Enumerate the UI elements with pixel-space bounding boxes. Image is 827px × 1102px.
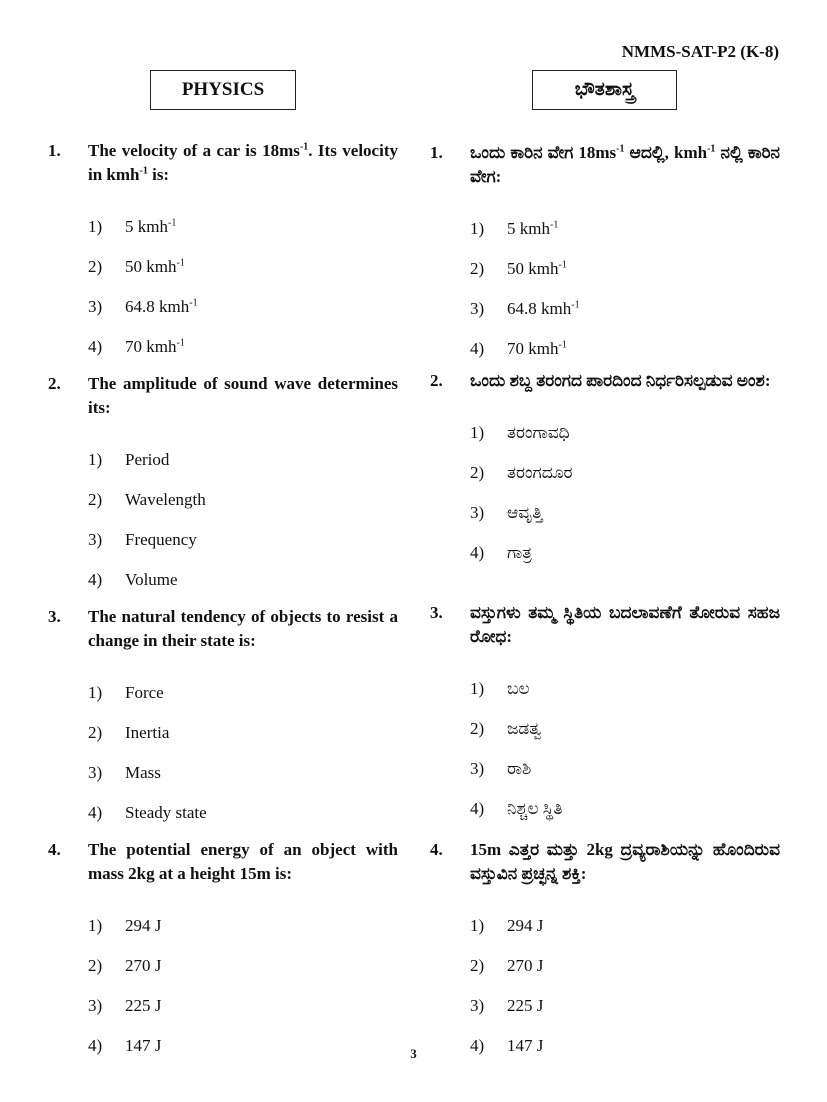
option-number: 2) bbox=[88, 257, 103, 276]
options-list bbox=[88, 906, 398, 1066]
superscript: -1 bbox=[571, 299, 580, 311]
option-text bbox=[125, 673, 164, 713]
option-item bbox=[470, 493, 780, 533]
superscript: -1 bbox=[189, 297, 198, 309]
question-stem bbox=[48, 605, 398, 653]
option-number: 1) bbox=[470, 679, 485, 698]
option-text bbox=[125, 520, 197, 560]
option-item bbox=[88, 287, 398, 327]
superscript: -1 bbox=[176, 337, 185, 349]
option-label: Frequency bbox=[125, 530, 197, 549]
option-label: ಗಾತ್ರ bbox=[507, 543, 532, 562]
superscript: -1 bbox=[558, 339, 567, 351]
question-text bbox=[88, 139, 398, 187]
options-list bbox=[470, 209, 780, 369]
option-text bbox=[507, 453, 573, 493]
option-text bbox=[125, 793, 207, 833]
option-text bbox=[507, 249, 567, 289]
option-number: 2) bbox=[88, 490, 103, 509]
option-number: 4) bbox=[470, 543, 485, 562]
option-number: 4) bbox=[88, 570, 103, 589]
option-number: 1) bbox=[88, 916, 103, 935]
option-label: ರಾಶಿ bbox=[507, 759, 532, 778]
text-run: The amplitude of sound wave determines its: bbox=[88, 374, 398, 417]
option-text bbox=[125, 986, 161, 1026]
option-label: Wavelength bbox=[125, 490, 206, 509]
option-item bbox=[88, 207, 398, 247]
question-stem bbox=[48, 838, 398, 886]
option-item bbox=[88, 440, 398, 480]
question-text bbox=[470, 838, 780, 886]
option-label: Mass bbox=[125, 763, 161, 782]
options-list bbox=[88, 440, 398, 600]
question-text bbox=[88, 372, 398, 420]
option-text bbox=[125, 207, 176, 247]
superscript: -1 bbox=[139, 165, 148, 177]
option-label: 147 J bbox=[125, 1036, 162, 1055]
option-number: 2) bbox=[88, 723, 103, 742]
option-label: 294 J bbox=[507, 916, 544, 935]
superscript: -1 bbox=[707, 143, 716, 155]
option-item bbox=[470, 289, 780, 329]
text-run: ಆದಲ್ಲಿ, kmh bbox=[624, 143, 708, 162]
question-block bbox=[430, 838, 780, 1066]
question-stem bbox=[430, 141, 780, 189]
question-block bbox=[48, 605, 398, 833]
option-item bbox=[88, 480, 398, 520]
option-number: 3) bbox=[470, 503, 485, 522]
question-number: 1. bbox=[430, 143, 443, 162]
option-text bbox=[507, 413, 570, 453]
option-item bbox=[470, 986, 780, 1026]
superscript: -1 bbox=[167, 217, 177, 229]
question-stem bbox=[48, 372, 398, 420]
option-label: 5 kmh bbox=[125, 217, 168, 236]
option-text bbox=[507, 493, 543, 533]
option-item bbox=[88, 906, 398, 946]
option-label: 147 J bbox=[507, 1036, 544, 1055]
option-label: 5 kmh bbox=[507, 219, 550, 238]
question-stem bbox=[430, 838, 780, 886]
option-label: Volume bbox=[125, 570, 178, 589]
option-label: 64.8 kmh bbox=[507, 299, 572, 318]
question-block bbox=[48, 372, 398, 600]
option-item bbox=[88, 560, 398, 600]
question-block bbox=[48, 838, 398, 1066]
option-label: ಜಡತ್ವ bbox=[507, 719, 542, 738]
option-item bbox=[470, 906, 780, 946]
question-number: 4. bbox=[430, 840, 443, 859]
option-text bbox=[125, 327, 185, 367]
question-text bbox=[88, 605, 398, 653]
option-label: 294 J bbox=[125, 916, 162, 935]
option-text bbox=[507, 533, 532, 573]
section-title-kannada: ಭೌತಶಾಸ್ತ್ರ bbox=[532, 70, 677, 110]
option-item bbox=[88, 793, 398, 833]
option-number: 2) bbox=[470, 719, 485, 738]
option-item bbox=[470, 669, 780, 709]
option-label: Steady state bbox=[125, 803, 207, 822]
section-title-english: PHYSICS bbox=[150, 70, 296, 110]
option-item bbox=[88, 520, 398, 560]
text-run: ಒಂದು ಕಾರಿನ ವೇಗ 18ms bbox=[470, 143, 617, 162]
superscript: -1 bbox=[299, 141, 309, 153]
option-item bbox=[88, 247, 398, 287]
option-number: 3) bbox=[470, 759, 485, 778]
question-block bbox=[430, 601, 780, 829]
question-number: 3. bbox=[430, 603, 443, 622]
option-text bbox=[507, 749, 531, 789]
option-number: 4) bbox=[470, 799, 485, 818]
option-label: 70 kmh bbox=[125, 337, 177, 356]
question-block bbox=[430, 369, 780, 573]
option-item bbox=[470, 329, 780, 369]
option-number: 1) bbox=[88, 450, 103, 469]
option-label: Force bbox=[125, 683, 164, 702]
text-run: is: bbox=[147, 165, 170, 184]
option-number: 3) bbox=[88, 297, 103, 316]
question-text bbox=[88, 838, 398, 886]
option-item bbox=[88, 946, 398, 986]
options-list bbox=[470, 413, 780, 573]
option-label: 225 J bbox=[125, 996, 162, 1015]
option-item bbox=[88, 327, 398, 367]
question-number: 2. bbox=[48, 374, 61, 393]
option-text bbox=[507, 946, 543, 986]
option-text bbox=[507, 986, 543, 1026]
option-text bbox=[125, 560, 178, 600]
option-label: 64.8 kmh bbox=[125, 297, 190, 316]
option-text bbox=[507, 669, 530, 709]
option-number: 1) bbox=[88, 217, 103, 236]
option-label: Inertia bbox=[125, 723, 170, 742]
option-label: ತರಂಗದೂರ bbox=[507, 463, 573, 482]
question-number: 1. bbox=[48, 141, 61, 160]
question-block bbox=[48, 139, 398, 367]
option-item bbox=[470, 413, 780, 453]
text-run: ವಸ್ತುಗಳು ತಮ್ಮ ಸ್ಥಿತಿಯ ಬದಲಾವಣೆಗೆ ತೋರುವ ಸಹಜ ರೋಧ: bbox=[470, 603, 780, 646]
question-stem bbox=[430, 601, 780, 649]
option-item bbox=[470, 533, 780, 573]
option-number: 2) bbox=[470, 463, 485, 482]
option-number: 3) bbox=[88, 530, 103, 549]
option-number: 2) bbox=[470, 956, 485, 975]
option-item bbox=[470, 709, 780, 749]
text-run: . Its velocity in kmh bbox=[88, 141, 398, 184]
options-list bbox=[88, 673, 398, 833]
option-item bbox=[470, 749, 780, 789]
option-label: Period bbox=[125, 450, 170, 469]
superscript: -1 bbox=[558, 259, 567, 271]
option-item bbox=[88, 673, 398, 713]
question-text bbox=[470, 141, 780, 189]
option-text bbox=[507, 329, 567, 369]
option-text bbox=[507, 209, 558, 249]
options-list bbox=[88, 207, 398, 367]
option-item bbox=[470, 209, 780, 249]
option-label: 70 kmh bbox=[507, 339, 559, 358]
option-label: ತರಂಗಾವಧಿ bbox=[507, 423, 570, 442]
option-text bbox=[125, 713, 169, 753]
text-run: The velocity of a car is 18ms bbox=[88, 141, 300, 160]
option-number: 1) bbox=[470, 916, 485, 935]
option-label: 50 kmh bbox=[125, 257, 177, 276]
superscript: -1 bbox=[616, 143, 625, 155]
option-text bbox=[125, 946, 161, 986]
text-run: ಒಂದು ಶಬ್ದ ತರಂಗದ ಪಾರದಿಂದ ನಿರ್ಧರಿಸಲ್ಪಡುವ ಅಂಶ: bbox=[470, 371, 771, 390]
option-label: ಆವೃತ್ತಿ bbox=[507, 503, 543, 522]
option-number: 2) bbox=[470, 259, 485, 278]
option-text bbox=[507, 709, 541, 749]
text-run: The natural tendency of objects to resist a change in their state is: bbox=[88, 607, 398, 650]
option-label: ನಿಶ್ಚಲ ಸ್ಥಿತಿ bbox=[507, 799, 563, 818]
option-item bbox=[88, 986, 398, 1026]
question-number: 3. bbox=[48, 607, 61, 626]
option-label: 270 J bbox=[507, 956, 544, 975]
option-item bbox=[470, 946, 780, 986]
option-text bbox=[507, 789, 562, 829]
option-text bbox=[125, 440, 169, 480]
option-text bbox=[125, 753, 161, 793]
paper-code: NMMS-SAT-P2 (K-8) bbox=[621, 42, 779, 61]
question-stem bbox=[430, 369, 780, 393]
option-item bbox=[470, 789, 780, 829]
option-item bbox=[88, 753, 398, 793]
option-label: 225 J bbox=[507, 996, 544, 1015]
option-number: 4) bbox=[470, 339, 485, 358]
text-run: The potential energy of an object with mass 2kg at a height 15m is: bbox=[88, 840, 398, 883]
option-item bbox=[470, 249, 780, 289]
superscript: -1 bbox=[549, 219, 559, 231]
text-run: ನಲ್ಲಿ ಕಾರಿನ ವೇಗ: bbox=[470, 143, 780, 186]
option-text bbox=[125, 906, 161, 946]
options-list bbox=[470, 669, 780, 829]
option-number: 3) bbox=[470, 996, 485, 1015]
text-run: 15m ಎತ್ತರ ಮತ್ತು 2kg ದ್ರವ್ಯರಾಶಿಯನ್ನು ಹೊಂದಿರುವ ವಸ್ತುವಿನ ಪ್ರಚ್ಛನ್ನ ಶಕ್ತಿ: bbox=[470, 840, 780, 883]
option-number: 4) bbox=[88, 337, 103, 356]
option-text bbox=[125, 480, 206, 520]
option-text bbox=[125, 247, 185, 287]
option-number: 1) bbox=[470, 219, 485, 238]
superscript: -1 bbox=[176, 257, 185, 269]
options-list bbox=[470, 906, 780, 1066]
option-number: 1) bbox=[470, 423, 485, 442]
question-text bbox=[470, 369, 780, 393]
page-number: 3 bbox=[410, 1046, 417, 1061]
option-number: 3) bbox=[470, 299, 485, 318]
question-block bbox=[430, 141, 780, 369]
option-text bbox=[507, 906, 543, 946]
question-number: 2. bbox=[430, 371, 443, 390]
option-number: 4) bbox=[88, 1036, 103, 1055]
option-number: 3) bbox=[88, 763, 103, 782]
question-text bbox=[470, 601, 780, 649]
option-text bbox=[507, 289, 580, 329]
option-number: 2) bbox=[88, 956, 103, 975]
option-number: 3) bbox=[88, 996, 103, 1015]
option-text bbox=[125, 287, 198, 327]
option-label: 50 kmh bbox=[507, 259, 559, 278]
question-number: 4. bbox=[48, 840, 61, 859]
option-number: 1) bbox=[88, 683, 103, 702]
option-number: 4) bbox=[88, 803, 103, 822]
option-label: ಬಲ bbox=[507, 679, 530, 698]
option-label: 270 J bbox=[125, 956, 162, 975]
question-stem bbox=[48, 139, 398, 187]
option-item bbox=[88, 713, 398, 753]
option-item bbox=[470, 453, 780, 493]
option-number: 4) bbox=[470, 1036, 485, 1055]
